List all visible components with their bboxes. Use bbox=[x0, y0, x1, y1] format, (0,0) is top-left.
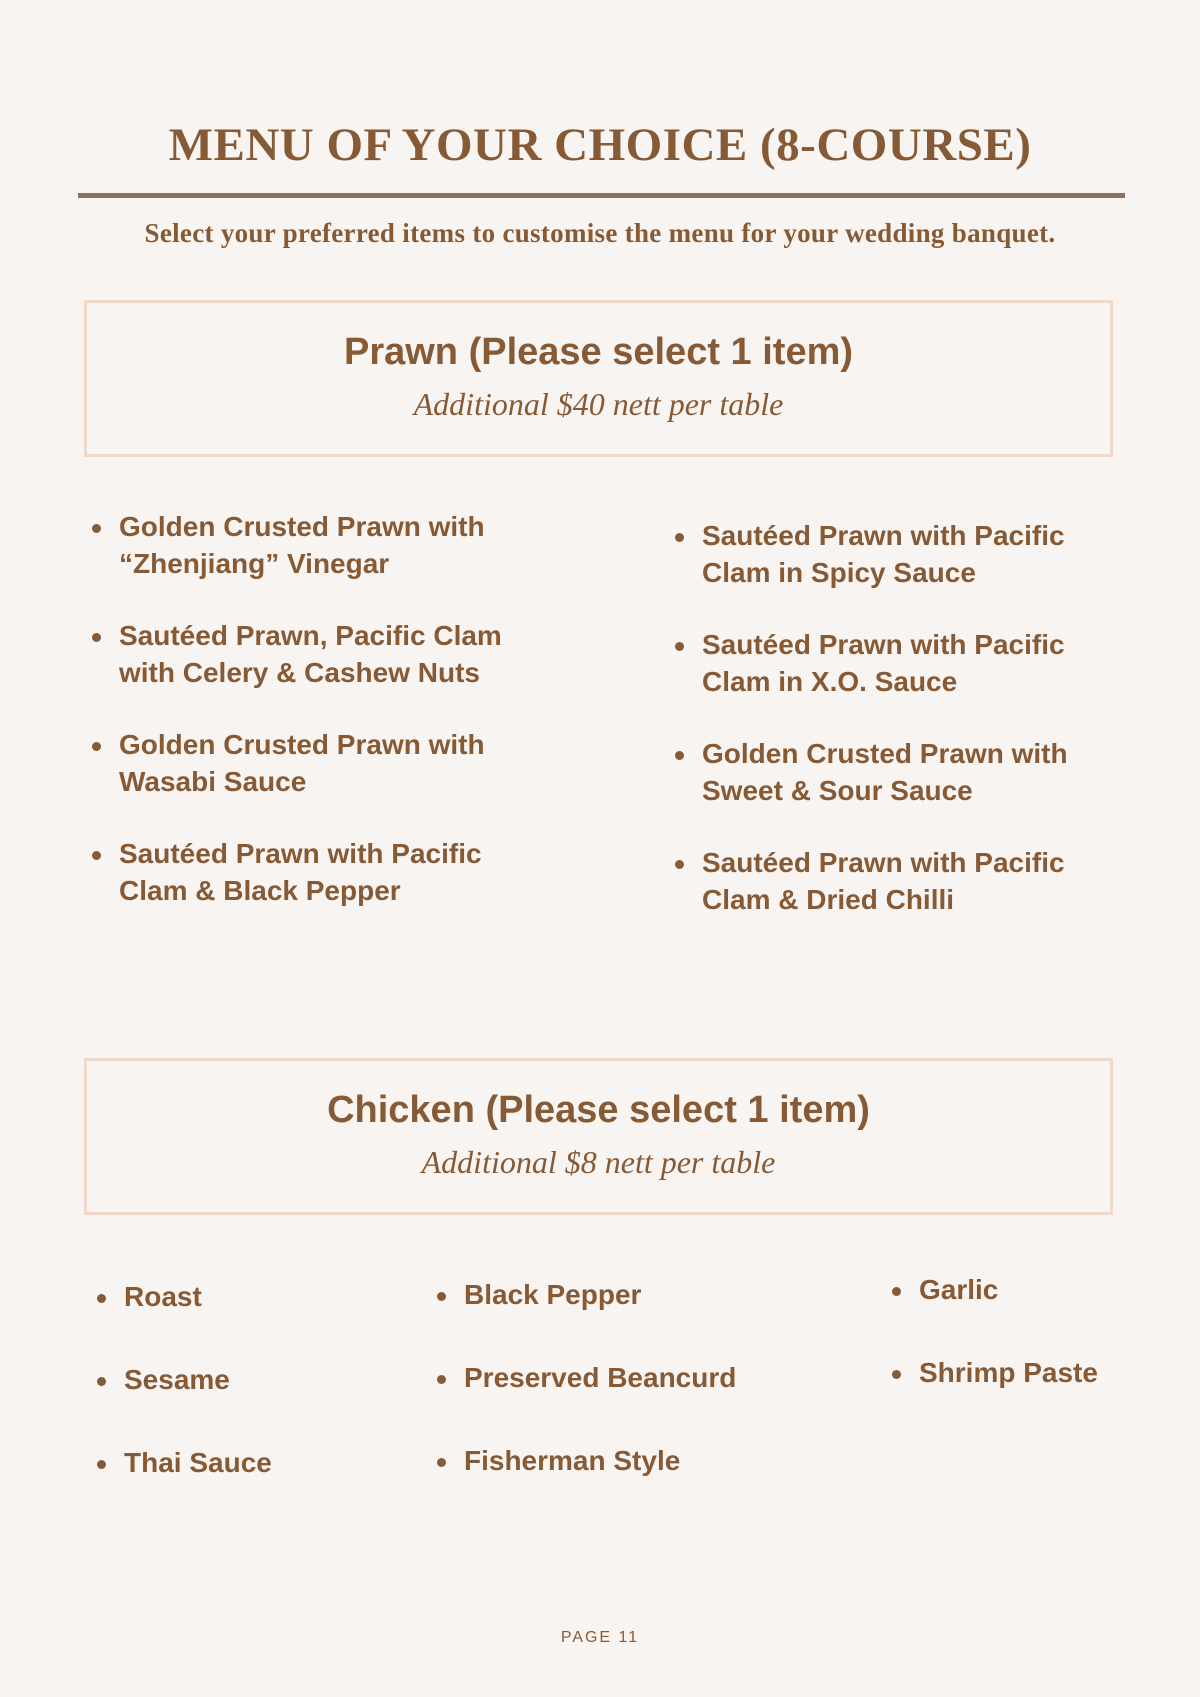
chicken-price: Additional $8 nett per table bbox=[421, 1144, 776, 1180]
page-title: MENU OF YOUR CHOICE (8-COURSE) bbox=[168, 119, 1032, 171]
title-divider bbox=[78, 193, 1125, 198]
page-subtitle: Select your preferred items to customise the menu for your wedding banquet. bbox=[144, 218, 1056, 248]
list-item: Garlic bbox=[888, 1271, 1098, 1308]
list-item: Sautéed Prawn with Pacific Clam in X.O. Sauce bbox=[671, 626, 1132, 700]
chicken-list-col1 bbox=[93, 1278, 272, 1527]
chicken-section-header bbox=[84, 1058, 1113, 1215]
prawn-list-left bbox=[88, 508, 549, 944]
prawn-price: Additional $40 nett per table bbox=[413, 386, 784, 422]
list-item: Preserved Beancurd bbox=[433, 1359, 736, 1396]
chicken-heading: Chicken (Please select 1 item) bbox=[327, 1089, 870, 1131]
chicken-list-col3 bbox=[888, 1271, 1098, 1437]
list-item: Sesame bbox=[93, 1361, 272, 1398]
list-item: Fisherman Style bbox=[433, 1442, 736, 1479]
list-item: Roast bbox=[93, 1278, 272, 1315]
list-item: Sautéed Prawn, Pacific Clam with Celery & Cashew Nuts bbox=[88, 617, 549, 691]
list-item: Shrimp Paste bbox=[888, 1354, 1098, 1391]
list-item: Sautéed Prawn with Pacific Clam in Spicy Sauce bbox=[671, 517, 1132, 591]
list-item: Black Pepper bbox=[433, 1276, 736, 1313]
list-item: Golden Crusted Prawn with “Zhenjiang” Vinegar bbox=[88, 508, 549, 582]
chicken-list-col2 bbox=[433, 1276, 736, 1525]
list-item: Sautéed Prawn with Pacific Clam & Black Pepper bbox=[88, 835, 549, 909]
list-item: Golden Crusted Prawn with Sweet & Sour Sauce bbox=[671, 735, 1132, 809]
prawn-section-header bbox=[84, 300, 1113, 457]
list-item: Sautéed Prawn with Pacific Clam & Dried Chilli bbox=[671, 844, 1132, 918]
prawn-list-right bbox=[671, 517, 1132, 953]
prawn-heading: Prawn (Please select 1 item) bbox=[343, 331, 854, 373]
page-number: PAGE 11 bbox=[560, 1629, 640, 1646]
list-item: Thai Sauce bbox=[93, 1444, 272, 1481]
list-item: Golden Crusted Prawn with Wasabi Sauce bbox=[88, 726, 549, 800]
